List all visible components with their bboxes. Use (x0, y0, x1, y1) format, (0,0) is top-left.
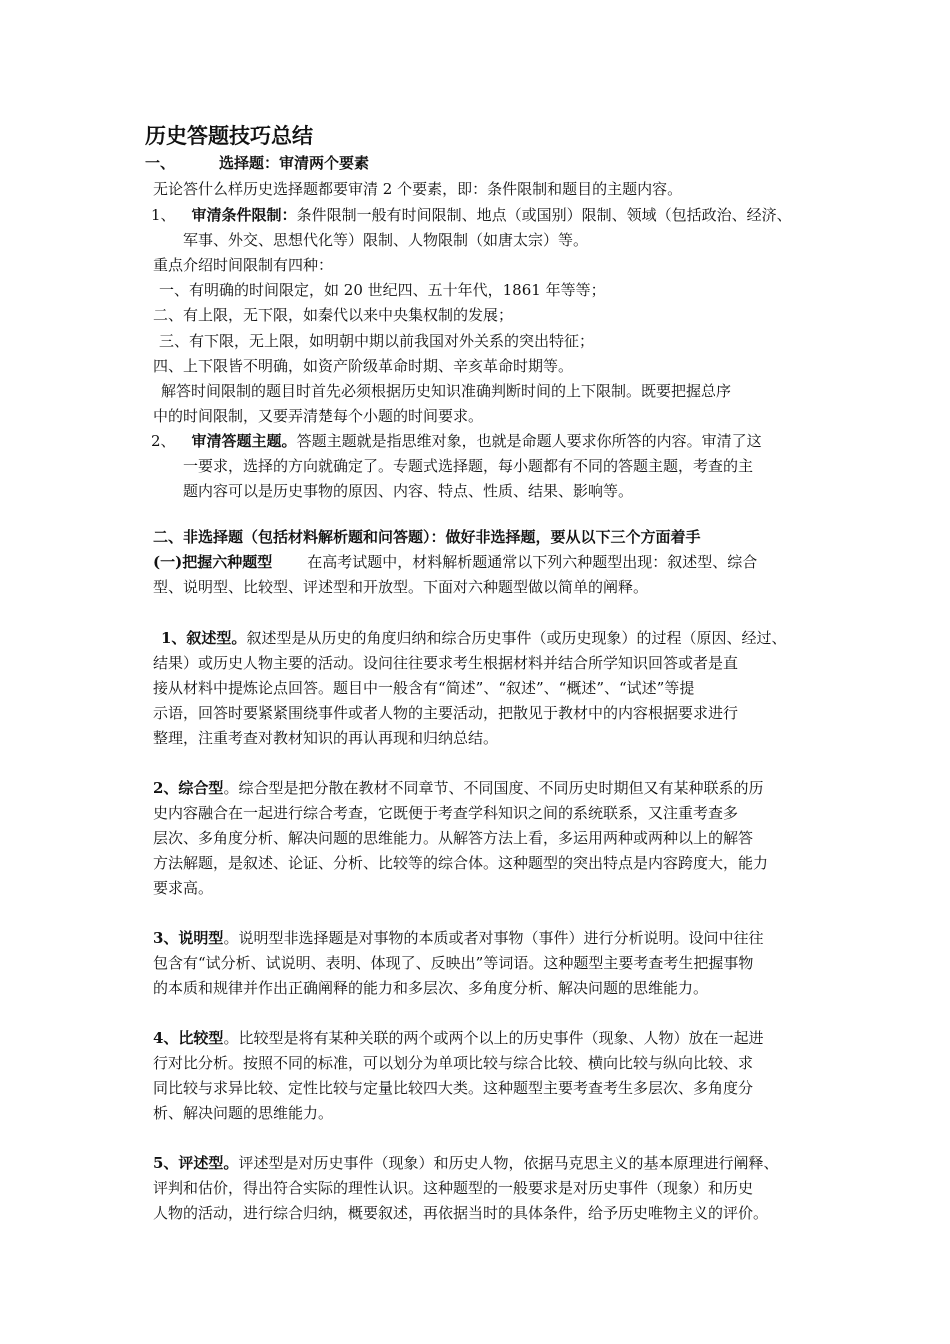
item1-text-cont: 军事、外交、思想代化等）限制、人物限制（如唐太宗）等。 (183, 231, 589, 249)
time-note-line-2: 中的时间限制，又要弄清楚每个小题的时间要求。 (153, 407, 484, 425)
type2-lead: 2、综合型 (153, 779, 224, 797)
type1-line-5: 整理，注重考查对教材知识的再认再现和归纳总结。 (153, 729, 499, 747)
type5-line-1 (153, 1152, 778, 1174)
section1-title: 选择题：审清两个要素 (219, 154, 370, 172)
type3-line-1 (153, 927, 763, 949)
item2-text: 答题主题就是指思维对象，也就是命题人要求你所答的内容。审清了这 (296, 432, 762, 450)
type2-line-3: 层次、多角度分析、解决问题的思维能力。从解答方法上看，多运用两种或两种以上的解答 (153, 829, 754, 847)
time-type-2: 二、有上限，无下限，如秦代以来中央集权制的发展； (153, 306, 514, 324)
section2-heading: 二、非选择题（包括材料解析题和问答题）：做好非选择题，要从以下三个方面着手 (153, 528, 701, 546)
type3-line-2: 包含有“试分析、试说明、表明、体现了、反映出”等词语。这种题型主要考查考生把握事物 (153, 954, 754, 972)
type2-line-2: 史内容融合在一起进行综合考查，它既便于考查学科知识之间的系统联系，又注重考查多 (153, 804, 739, 822)
time-type-3: 三、有下限，无上限，如明朝中期以前我国对外关系的突出特征； (159, 332, 595, 350)
item1-text: 条件限制一般有时间限制、地点（或国别）限制、领域（包括政治、经济、 (296, 206, 792, 224)
type4-line-4: 析、解决问题的思维能力。 (153, 1104, 334, 1122)
type4-line-1 (153, 1027, 763, 1049)
item2-lead: 审清答题主题。 (191, 432, 297, 450)
time-type-1: 一、有明确的时间限定，如 20 世纪四、五十年代，1861 年等等； (159, 281, 606, 299)
section1-number: 一、 (145, 154, 176, 172)
type1-line-3: 接从材料中提炼论点回答。题目中一般含有“简述”、“叙述”、“概述”、“试述”等提 (153, 679, 695, 697)
type5-line-2: 评判和估价，得出符合实际的理性认识。这种题型的一般要求是对历史事件（现象）和历史 (153, 1179, 754, 1197)
section1-intro: 无论答什么样历史选择题都要审清 2 个要素，即：条件限制和题目的主题内容。 (153, 180, 683, 198)
page-title: 历史答题技巧总结 (145, 123, 313, 148)
type4-line-2: 行对比分析。按照不同的标准，可以划分为单项比较与综合比较、横向比较与纵向比较、求 (153, 1054, 754, 1072)
type4-text: 。比较型是将有某种关联的两个或两个以上的历史事件（现象、人物）放在一起进 (223, 1029, 764, 1047)
type5-text: 评述型是对历史事件（现象）和历史人物，依据马克思主义的基本原理进行阐释、 (238, 1154, 779, 1172)
type1-text: 叙述型是从历史的角度归纳和综合历史事件（或历史现象）的过程（原因、经过、 (246, 629, 787, 647)
sub1-text-cont: 型、说明型、比较型、评述型和开放型。下面对六种题型做以简单的阐释。 (153, 578, 649, 596)
type5-line-3: 人物的活动，进行综合归纳，概要叙述，再依据当时的具体条件，给予历史唯物主义的评价。 (153, 1204, 769, 1222)
type2-line-4: 方法解题，是叙述、论证、分析、比较等的综合体。这种题型的突出特点是内容跨度大，能力 (153, 854, 769, 872)
item2-text-cont-1: 一要求，选择的方向就确定了。专题式选择题，每小题都有不同的答题主题，考查的主 (183, 457, 754, 475)
sub1-line (153, 551, 757, 573)
item2-line (151, 430, 762, 452)
item2-text-cont-2: 题内容可以是历史事物的原因、内容、特点、性质、结果、影响等。 (183, 482, 634, 500)
type5-lead: 5、评述型。 (153, 1154, 239, 1172)
section1-heading (145, 152, 369, 174)
time-note-line-1: 解答时间限制的题目时首先必须根据历史知识准确判断时间的上下限制。既要把握总序 (161, 382, 732, 400)
time-type-4: 四、上下限皆不明确，如资产阶级革命时期、辛亥革命时期等。 (153, 357, 574, 375)
type1-lead: 1、叙述型。 (161, 629, 247, 647)
item1-number: 1、 (151, 206, 176, 224)
type1-line-2: 结果）或历史人物主要的活动。设问往往要求考生根据材料并结合所学知识回答或者是直 (153, 654, 739, 672)
type2-text: 。综合型是把分散在教材不同章节、不同国度、不同历史时期但又有某种联系的历 (223, 779, 764, 797)
item1-lead: 审清条件限制： (191, 206, 297, 224)
type4-line-3: 同比较与求异比较、定性比较与定量比较四大类。这种题型主要考查考生多层次、多角度分 (153, 1079, 754, 1097)
time-intro: 重点介绍时间限制有四种： (153, 256, 334, 274)
type2-line-5: 要求高。 (153, 879, 214, 897)
type1-line-4: 示语，回答时要紧紧围绕事件或者人物的主要活动，把散见于教材中的内容根据要求进行 (153, 704, 739, 722)
type2-line-1 (153, 777, 763, 799)
item2-number: 2、 (151, 432, 176, 450)
type3-text: 。说明型非选择题是对事物的本质或者对事物（事件）进行分析说明。设问中往往 (223, 929, 764, 947)
type3-line-3: 的本质和规律并作出正确阐释的能力和多层次、多角度分析、解决问题的思维能力。 (153, 979, 709, 997)
sub1-text: 在高考试题中，材料解析题通常以下列六种题型出现：叙述型、综合 (307, 553, 758, 571)
type1-line-1 (161, 627, 786, 649)
sub1-label: (一)把握六种题型 (153, 553, 273, 571)
type3-lead: 3、说明型 (153, 929, 224, 947)
item1-line (151, 204, 792, 226)
type4-lead: 4、比较型 (153, 1029, 224, 1047)
